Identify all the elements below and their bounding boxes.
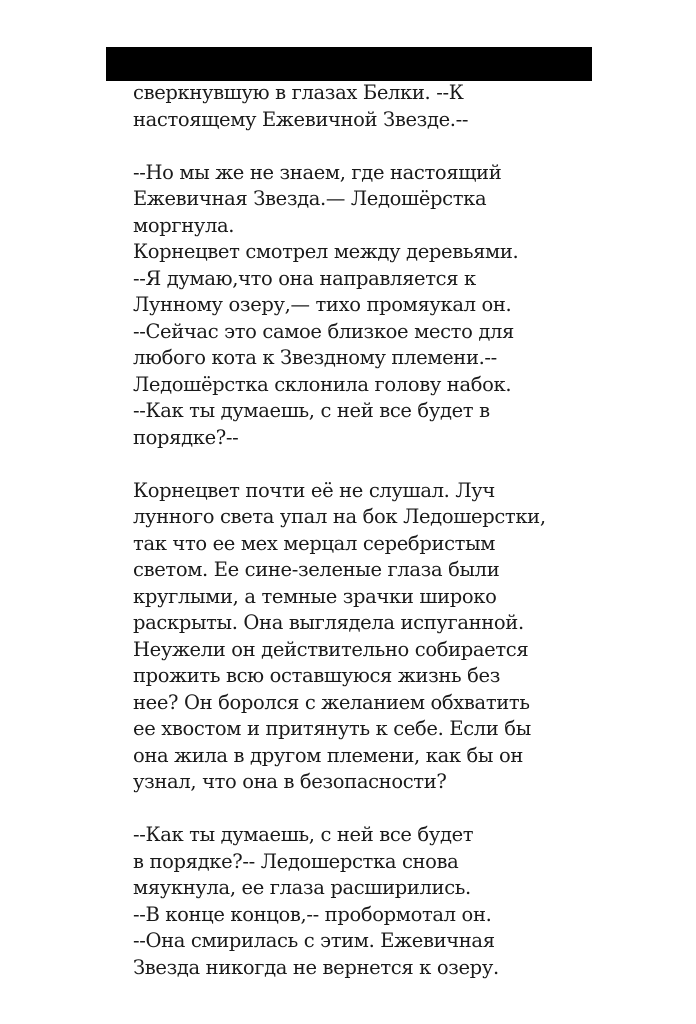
paragraph: [133, 80, 673, 133]
text-line: узнал, что она в безопасности?: [133, 770, 447, 793]
text-line: --Как ты думаешь, с ней все будет в: [133, 399, 490, 422]
text-line: она жила в другом племени, как бы он: [133, 743, 523, 767]
text-line: Звезда никогда не вернется к озеру.: [133, 955, 499, 979]
text-line: --Я думаю,что она направляется к: [133, 266, 476, 290]
text-line: --Но мы же не знаем, где настоящий: [133, 160, 502, 184]
text-line: Ледошёрстка склонила голову набок.: [133, 372, 512, 396]
redaction-bar: [106, 47, 592, 81]
text-line: --Она смирилась с этим. Ежевичная: [133, 929, 495, 952]
text-line: круглыми, а темные зрачки широко: [133, 584, 497, 608]
text-line: Неужели он действительно собирается: [133, 637, 529, 661]
text-line: моргнула.: [133, 213, 235, 237]
text-line: Корнецвет смотрел между деревьями.: [133, 240, 519, 263]
text-line: порядке?--: [133, 425, 239, 449]
text-line: ее хвостом и притянуть к себе. Если бы: [133, 717, 531, 740]
text-line: сверкнувшую в глазах Белки. --К: [133, 81, 464, 104]
text-line: лунного света упал на бок Ледошерстки,: [133, 505, 546, 528]
paragraph-gap: [133, 451, 673, 478]
text-line: светом. Ее сине-зеленые глаза были: [133, 558, 500, 581]
text-line: в порядке?-- Ледошерстка снова: [133, 849, 459, 873]
text-line: --В конце концов,-- пробормотал он.: [133, 902, 492, 926]
text-line: любого кота к Звездному племени.--: [133, 346, 497, 369]
text-line: так что ее мех мерцал серебристым: [133, 531, 496, 555]
text-line: --Сейчас это самое близкое место для: [133, 319, 514, 343]
text-line: --Как ты думаешь, с ней все будет: [133, 823, 474, 846]
text-line: Корнецвет почти её не слушал. Луч: [133, 478, 495, 502]
paragraph: [133, 478, 673, 796]
text-line: нее? Он боролся с желанием обхватить: [133, 690, 530, 714]
paragraph-gap: [133, 796, 673, 823]
paragraph-gap: [133, 133, 673, 160]
paragraph: [133, 822, 673, 981]
text-line: раскрыты. Она выглядела испуганной.: [133, 611, 524, 634]
text-line: Ежевичная Звезда.— Ледошёрстка: [133, 187, 487, 210]
paragraph: [133, 160, 673, 452]
text-line: настоящему Ежевичной Звезде.--: [133, 107, 469, 131]
text-line: мяукнула, ее глаза расширились.: [133, 876, 471, 899]
text-line: прожить всю оставшуюся жизнь без: [133, 664, 500, 687]
story-text: [133, 80, 673, 981]
text-line: Лунному озеру,— тихо промяукал он.: [133, 293, 512, 316]
